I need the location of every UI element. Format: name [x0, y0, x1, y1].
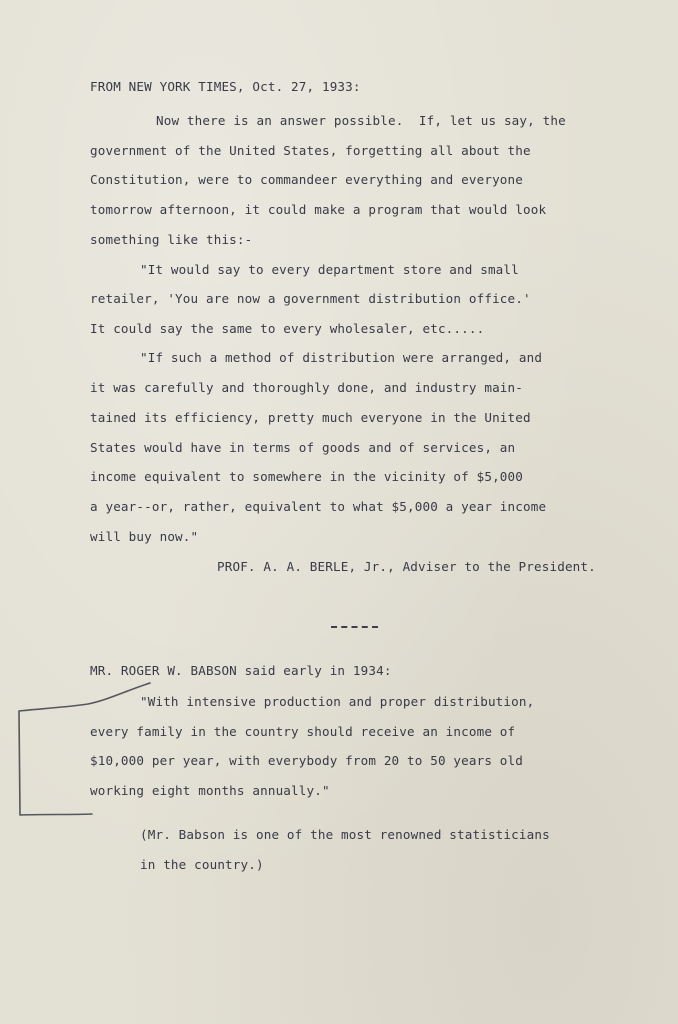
babson-quote-line: every family in the country should receive an income of: [90, 724, 516, 739]
quote-line: It could say the same to every wholesaler, etc.....: [90, 321, 485, 336]
quote-line: States would have in terms of goods and of services, an: [90, 440, 516, 455]
quote-line: tained its efficiency, pretty much everyone in the United: [90, 410, 531, 425]
quote-line: will buy now.": [90, 529, 199, 544]
section-divider: [331, 626, 378, 628]
paragraph-line: government of the United States, forgetting all about the: [90, 143, 531, 158]
source-heading: FROM NEW YORK TIMES, Oct. 27, 1933:: [90, 79, 361, 94]
paragraph-line: something like this:-: [90, 232, 253, 247]
babson-intro: MR. ROGER W. BABSON said early in 1934:: [90, 663, 392, 678]
babson-note-line: in the country.): [140, 857, 264, 872]
babson-quote-line: "With intensive production and proper distribution,: [140, 694, 535, 709]
quote-line: a year--or, rather, equivalent to what $5,000 a year income: [90, 499, 547, 514]
babson-quote-line: $10,000 per year, with everybody from 20 to 50 years old: [90, 753, 523, 768]
quote-line: it was carefully and thoroughly done, and industry main-: [90, 380, 523, 395]
babson-note-line: (Mr. Babson is one of the most renowned statisticians: [140, 827, 550, 842]
paragraph-line: Now there is an answer possible. If, let us say, the: [156, 113, 566, 128]
quote-line: "If such a method of distribution were arranged, and: [140, 350, 543, 365]
attribution: PROF. A. A. BERLE, Jr., Adviser to the President.: [217, 559, 596, 574]
paragraph-line: tomorrow afternoon, it could make a program that would look: [90, 202, 547, 217]
quote-line: "It would say to every department store and small: [140, 262, 519, 277]
quote-line: income equivalent to somewhere in the vicinity of $5,000: [90, 469, 523, 484]
paragraph-line: Constitution, were to commandeer everything and everyone: [90, 172, 523, 187]
quote-line: retailer, 'You are now a government distribution office.': [90, 291, 531, 306]
babson-quote-line: working eight months annually.": [90, 783, 330, 798]
